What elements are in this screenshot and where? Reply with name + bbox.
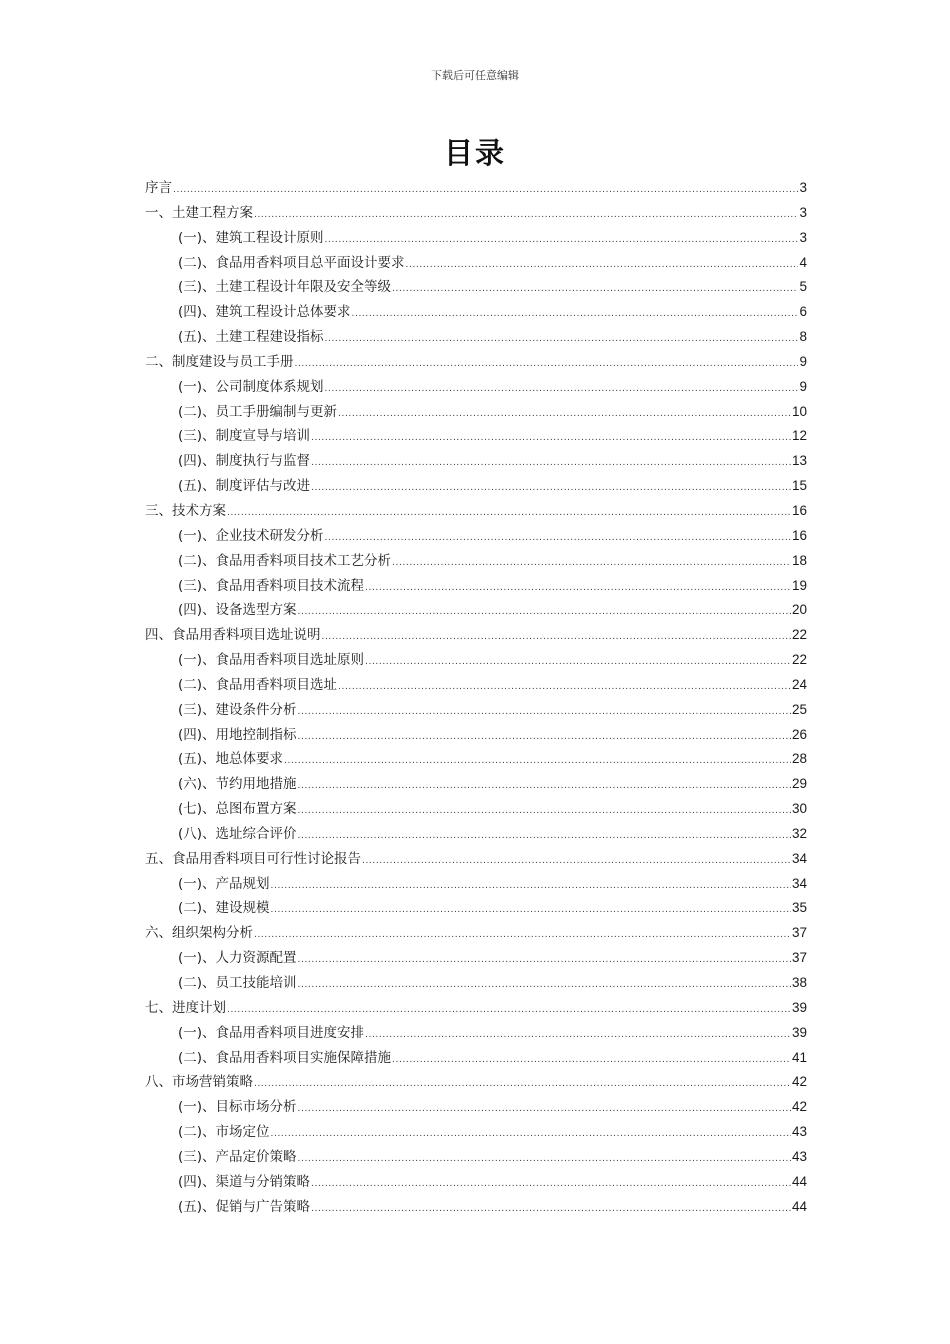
toc-page-number: 20 xyxy=(791,602,807,618)
toc-page-number: 9 xyxy=(799,353,807,369)
table-of-contents xyxy=(145,176,807,1219)
toc-entry-title: (一)、食品用香料项目进度安排 xyxy=(178,1024,365,1041)
toc-entry-title: (一)、企业技术研发分析 xyxy=(178,527,324,544)
toc-entry[interactable] xyxy=(145,549,807,574)
toc-page-number: 43 xyxy=(791,1124,807,1140)
toc-entry-title: (三)、食品用香料项目技术流程 xyxy=(178,577,365,594)
page-title: 目录 xyxy=(443,136,506,170)
toc-entry[interactable] xyxy=(145,400,807,425)
toc-dot-leader xyxy=(311,451,791,476)
toc-entry-title: (三)、产品定价策略 xyxy=(178,1148,297,1165)
toc-page-number: 3 xyxy=(799,229,807,245)
toc-entry-title: (二)、食品用香料项目技术工艺分析 xyxy=(178,552,392,569)
toc-page-number: 16 xyxy=(791,527,807,543)
toc-page-number: 34 xyxy=(791,850,807,866)
toc-page-number: 32 xyxy=(791,825,807,841)
toc-dot-leader xyxy=(298,948,791,973)
toc-dot-leader xyxy=(254,923,791,948)
toc-entry[interactable] xyxy=(145,747,807,772)
toc-entry-title: (二)、食品用香料项目选址 xyxy=(178,676,338,693)
toc-page-number: 9 xyxy=(799,378,807,394)
toc-entry[interactable] xyxy=(145,1095,807,1120)
toc-page-number: 22 xyxy=(791,652,807,668)
toc-entry-title: (四)、设备选型方案 xyxy=(178,602,297,619)
toc-entry-title: 五、食品用香料项目可行性讨论报告 xyxy=(145,850,361,867)
toc-entry-title: 三、技术方案 xyxy=(145,502,226,519)
toc-entry-title: 一、土建工程方案 xyxy=(145,204,253,221)
toc-dot-leader xyxy=(254,1072,791,1097)
toc-entry[interactable] xyxy=(145,598,807,623)
toc-entry-title: (三)、建设条件分析 xyxy=(178,701,297,718)
toc-dot-leader xyxy=(295,352,799,377)
toc-dot-leader xyxy=(365,650,791,675)
toc-entry-title: (二)、建设规模 xyxy=(178,900,270,917)
toc-dot-leader xyxy=(298,1097,791,1122)
toc-dot-leader xyxy=(173,178,798,203)
toc-page-number: 42 xyxy=(791,1099,807,1115)
toc-entry-title: (五)、土建工程建设指标 xyxy=(178,329,324,346)
toc-dot-leader xyxy=(298,774,791,799)
toc-entry-title: (四)、制度执行与监督 xyxy=(178,453,311,470)
toc-entry[interactable] xyxy=(145,1046,807,1071)
toc-entry[interactable] xyxy=(145,474,807,499)
toc-dot-leader xyxy=(325,377,799,402)
toc-entry[interactable] xyxy=(145,772,807,797)
toc-entry[interactable] xyxy=(145,946,807,971)
toc-dot-leader xyxy=(392,551,791,576)
toc-entry[interactable] xyxy=(145,822,807,847)
toc-entry[interactable] xyxy=(145,723,807,748)
toc-entry[interactable] xyxy=(145,350,807,375)
toc-entry-title: 六、组织架构分析 xyxy=(145,925,253,942)
toc-dot-leader xyxy=(392,1048,791,1073)
toc-page-number: 37 xyxy=(791,925,807,941)
toc-page-number: 5 xyxy=(799,279,807,295)
toc-page-number: 24 xyxy=(791,676,807,692)
toc-dot-leader xyxy=(271,898,791,923)
toc-dot-leader xyxy=(298,824,791,849)
toc-page-number: 26 xyxy=(791,726,807,742)
toc-entry[interactable] xyxy=(145,424,807,449)
toc-page-number: 25 xyxy=(791,701,807,717)
toc-page-number: 41 xyxy=(791,1049,807,1065)
toc-page-number: 30 xyxy=(791,801,807,817)
toc-dot-leader xyxy=(311,426,791,451)
toc-entry[interactable] xyxy=(145,797,807,822)
toc-entry-title: (一)、目标市场分析 xyxy=(178,1099,297,1116)
header-note: 下载后可任意编辑 xyxy=(431,69,519,82)
toc-dot-leader xyxy=(271,1122,791,1147)
toc-page-number: 38 xyxy=(791,975,807,990)
toc-entry-title: (一)、公司制度体系规划 xyxy=(178,378,324,395)
toc-entry-title: (八)、选址综合评价 xyxy=(178,825,297,842)
toc-page-number: 8 xyxy=(799,329,807,345)
toc-entry[interactable] xyxy=(145,1070,807,1095)
toc-entry[interactable] xyxy=(145,921,807,946)
toc-entry[interactable] xyxy=(145,996,807,1021)
toc-entry-title: 八、市场营销策略 xyxy=(145,1074,253,1091)
toc-page-number: 10 xyxy=(791,403,807,419)
toc-entry-title: (四)、建筑工程设计总体要求 xyxy=(178,304,351,321)
toc-page-number: 18 xyxy=(791,552,807,568)
toc-dot-leader xyxy=(254,203,798,228)
toc-entry[interactable] xyxy=(145,524,807,549)
toc-page-number: 37 xyxy=(791,950,807,966)
toc-page-number: 34 xyxy=(791,875,807,891)
toc-page-number: 42 xyxy=(791,1074,807,1090)
toc-dot-leader xyxy=(227,998,791,1023)
toc-entry[interactable] xyxy=(145,648,807,673)
toc-dot-leader xyxy=(325,228,799,253)
toc-entry-title: 二、制度建设与员工手册 xyxy=(145,353,294,370)
toc-entry[interactable] xyxy=(145,226,807,251)
toc-entry[interactable] xyxy=(145,1170,807,1195)
toc-dot-leader xyxy=(298,725,791,750)
toc-page-number: 39 xyxy=(791,1024,807,1040)
toc-dot-leader xyxy=(365,1023,791,1048)
toc-dot-leader xyxy=(298,600,791,625)
toc-page-number: 43 xyxy=(791,1148,807,1164)
toc-entry[interactable] xyxy=(145,449,807,474)
toc-page-number: 44 xyxy=(791,1198,807,1214)
toc-dot-leader xyxy=(298,799,791,824)
toc-page-number: 13 xyxy=(791,453,807,469)
toc-entry-title: (二)、员工手册编制与更新 xyxy=(178,403,338,420)
toc-entry-title: (三)、制度宣导与培训 xyxy=(178,428,311,445)
toc-page-number: 6 xyxy=(799,304,807,320)
toc-entry-title: (一)、产品规划 xyxy=(178,875,270,892)
toc-entry-title: (五)、制度评估与改进 xyxy=(178,478,311,495)
toc-entry[interactable] xyxy=(145,847,807,872)
toc-entry[interactable] xyxy=(145,300,807,325)
toc-page-number: 4 xyxy=(799,254,807,270)
toc-entry[interactable] xyxy=(145,325,807,350)
toc-dot-leader xyxy=(392,277,798,302)
toc-page-number: 16 xyxy=(791,502,807,518)
toc-dot-leader xyxy=(311,1197,791,1222)
toc-dot-leader xyxy=(338,675,791,700)
toc-entry-title: 七、进度计划 xyxy=(145,999,226,1016)
toc-entry-title: (一)、人力资源配置 xyxy=(178,950,297,967)
toc-page-number: 12 xyxy=(791,428,807,444)
toc-dot-leader xyxy=(362,849,791,874)
toc-dot-leader xyxy=(271,874,791,899)
toc-dot-leader xyxy=(325,526,791,551)
toc-entry[interactable] xyxy=(145,1120,807,1145)
toc-dot-leader xyxy=(322,625,791,650)
toc-entry-title: (四)、渠道与分销策略 xyxy=(178,1173,311,1190)
toc-dot-leader xyxy=(284,749,791,774)
toc-entry-title: (二)、员工技能培训 xyxy=(178,975,297,991)
toc-page-number: 19 xyxy=(791,577,807,593)
toc-page-number: 39 xyxy=(791,999,807,1015)
toc-dot-leader xyxy=(365,576,791,601)
toc-page-number: 3 xyxy=(799,204,807,220)
toc-dot-leader xyxy=(406,253,799,278)
toc-entry[interactable] xyxy=(145,201,807,226)
toc-entry-title: (二)、市场定位 xyxy=(178,1124,270,1141)
toc-dot-leader xyxy=(298,973,791,998)
toc-entry-title: 四、食品用香料项目选址说明 xyxy=(145,627,321,644)
toc-entry[interactable] xyxy=(145,872,807,897)
toc-entry[interactable] xyxy=(145,375,807,400)
toc-entry-title: (一)、食品用香料项目选址原则 xyxy=(178,652,365,669)
toc-entry[interactable] xyxy=(145,574,807,599)
toc-page-number: 35 xyxy=(791,900,807,916)
toc-page-number: 29 xyxy=(791,776,807,792)
toc-entry-title: (七)、总图布置方案 xyxy=(178,801,297,818)
toc-entry-title: (二)、食品用香料项目总平面设计要求 xyxy=(178,254,405,271)
toc-dot-leader xyxy=(298,700,791,725)
toc-entry[interactable] xyxy=(145,1145,807,1170)
toc-entry-title: 序言 xyxy=(145,180,172,196)
toc-entry[interactable] xyxy=(145,673,807,698)
toc-entry-title: (六)、节约用地措施 xyxy=(178,776,297,793)
toc-entry-title: (一)、建筑工程设计原则 xyxy=(178,229,324,246)
toc-entry[interactable] xyxy=(145,971,807,996)
toc-dot-leader xyxy=(311,476,791,501)
toc-dot-leader xyxy=(311,1172,791,1197)
toc-entry[interactable] xyxy=(145,176,807,201)
toc-entry[interactable] xyxy=(145,896,807,921)
toc-entry[interactable] xyxy=(145,1021,807,1046)
toc-entry[interactable] xyxy=(145,1195,807,1220)
toc-page-number: 28 xyxy=(791,751,807,767)
toc-entry[interactable] xyxy=(145,623,807,648)
toc-dot-leader xyxy=(352,302,799,327)
toc-page-number: 15 xyxy=(791,478,807,494)
toc-dot-leader xyxy=(298,1147,791,1172)
toc-dot-leader xyxy=(338,402,791,427)
toc-entry[interactable] xyxy=(145,698,807,723)
toc-entry-title: (五)、促销与广告策略 xyxy=(178,1198,311,1215)
toc-page-number: 3 xyxy=(799,180,807,195)
toc-page-number: 22 xyxy=(791,627,807,643)
toc-entry-title: (二)、食品用香料项目实施保障措施 xyxy=(178,1049,392,1066)
toc-entry[interactable] xyxy=(145,275,807,300)
toc-entry-title: (三)、土建工程设计年限及安全等级 xyxy=(178,279,392,296)
toc-entry-title: (五)、地总体要求 xyxy=(178,751,284,768)
toc-dot-leader xyxy=(227,501,791,526)
toc-page-number: 44 xyxy=(791,1173,807,1189)
toc-dot-leader xyxy=(325,327,799,352)
toc-entry[interactable] xyxy=(145,499,807,524)
toc-entry-title: (四)、用地控制指标 xyxy=(178,726,297,743)
toc-entry[interactable] xyxy=(145,251,807,276)
